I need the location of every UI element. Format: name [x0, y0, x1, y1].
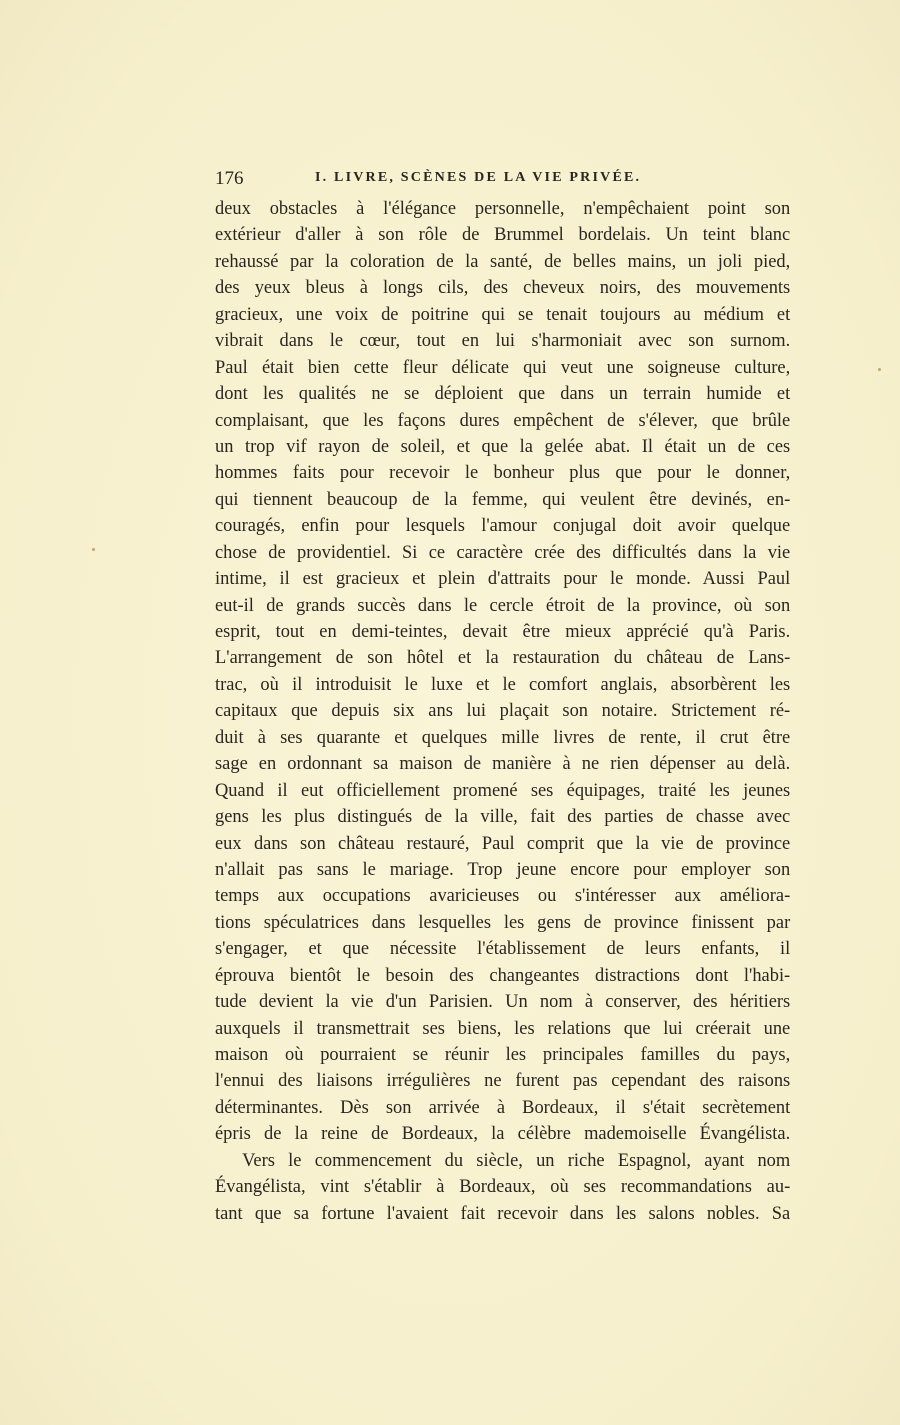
- text-line: Paul était bien cette fleur délicate qui veut une soigneuse culture,: [215, 356, 791, 378]
- page-header: [215, 168, 790, 192]
- text-line: Quand il eut officiellement promené ses équipages, traité les jeunes: [215, 779, 791, 801]
- body-text: [215, 196, 790, 1227]
- text-line: esprit, tout en demi-teintes, devait être mieux apprécié qu'à Paris.: [215, 621, 791, 642]
- text-line: sage en ordonnant sa maison de manière à ne rien dépenser au delà.: [215, 753, 791, 775]
- text-line: des yeux bleus à longs cils, des cheveux noirs, des mouvements: [215, 277, 791, 299]
- text-line: intime, il est gracieux et plein d'attraits pour le monde. Aussi Paul: [215, 568, 791, 590]
- text-line: auxquels il transmettrait ses biens, les relations que lui créerait une: [215, 1017, 791, 1039]
- page-number: 176: [215, 168, 244, 189]
- text-line: deux obstacles à l'élégance personnelle, n'empêchaient point son: [215, 198, 791, 219]
- text-line: rehaussé par la coloration de la santé, de belles mains, un joli pied,: [215, 250, 791, 272]
- paper-speck: [878, 368, 881, 371]
- text-line: eux dans son château restauré, Paul comprit que la vie de province: [215, 832, 791, 854]
- text-line: qui tiennent beaucoup de la femme, qui veulent être devinés, en-: [215, 488, 791, 510]
- text-line: Vers le commencement du siècle, un riche Espagnol, ayant nom: [242, 1149, 791, 1171]
- text-line: trac, où il introduisit le luxe et le comfort anglais, absorbèrent les: [215, 673, 791, 695]
- text-line: maison où pourraient se réunir les principales familles du pays,: [215, 1044, 791, 1065]
- text-line: épris de la reine de Bordeaux, la célèbre mademoiselle Évangélista.: [215, 1123, 791, 1145]
- text-line: capitaux que depuis six ans lui plaçait son notaire. Strictement ré-: [215, 700, 791, 722]
- text-line: eut-il de grands succès dans le cercle étroit de la province, où son: [215, 594, 791, 616]
- text-line: gracieux, une voix de poitrine qui se tenait toujours au médium et: [215, 303, 791, 325]
- text-line: éprouva bientôt le besoin des changeantes distractions dont l'habi-: [215, 964, 791, 986]
- text-line: tions spéculatrices dans lesquelles les gens de province finissent par: [215, 911, 791, 933]
- text-line: vibrait dans le cœur, tout en lui s'harmoniait avec son surnom.: [215, 330, 791, 352]
- text-line: hommes faits pour recevoir le bonheur plus que pour le donner,: [215, 462, 791, 484]
- running-title: I. LIVRE, SCÈNES DE LA VIE PRIVÉE.: [315, 170, 642, 185]
- text-line: extérieur d'aller à son rôle de Brummel bordelais. Un teint blanc: [215, 224, 791, 246]
- text-line: tude devient la vie d'un Parisien. Un nom à conserver, des héritiers: [215, 991, 791, 1013]
- text-line: Évangélista, vint s'établir à Bordeaux, où ses recommandations au-: [215, 1176, 791, 1198]
- text-line: s'engager, et que nécessite l'établissement de leurs enfants, il: [215, 938, 791, 960]
- text-line: temps aux occupations avaricieuses ou s'intéresser aux améliora-: [215, 885, 791, 907]
- text-line: l'ennui des liaisons irrégulières ne furent pas cependant des raisons: [215, 1070, 791, 1092]
- text-line: duit à ses quarante et quelques mille livres de rente, il crut être: [215, 726, 791, 748]
- text-line: n'allait pas sans le mariage. Trop jeune encore pour employer son: [215, 858, 791, 880]
- text-line: gens les plus distingués de la ville, fait des parties de chasse avec: [215, 806, 791, 828]
- text-line: couragés, enfin pour lesquels l'amour conjugal doit avoir quelque: [215, 515, 791, 537]
- text-line: un trop vif rayon de soleil, et que la gelée abat. Il était un de ces: [215, 435, 791, 457]
- text-line: chose de providentiel. Si ce caractère crée des difficultés dans la vie: [215, 541, 791, 563]
- text-line: L'arrangement de son hôtel et la restauration du château de Lans-: [215, 647, 791, 669]
- text-line: dont les qualités ne se déploient que dans un terrain humide et: [215, 383, 791, 405]
- text-line: déterminantes. Dès son arrivée à Bordeaux, il s'était secrètement: [215, 1096, 791, 1118]
- paper-speck: [92, 548, 95, 551]
- text-line: tant que sa fortune l'avaient fait recevoir dans les salons nobles. Sa: [215, 1202, 791, 1224]
- text-line: complaisant, que les façons dures empêchent de s'élever, que brûle: [215, 409, 791, 431]
